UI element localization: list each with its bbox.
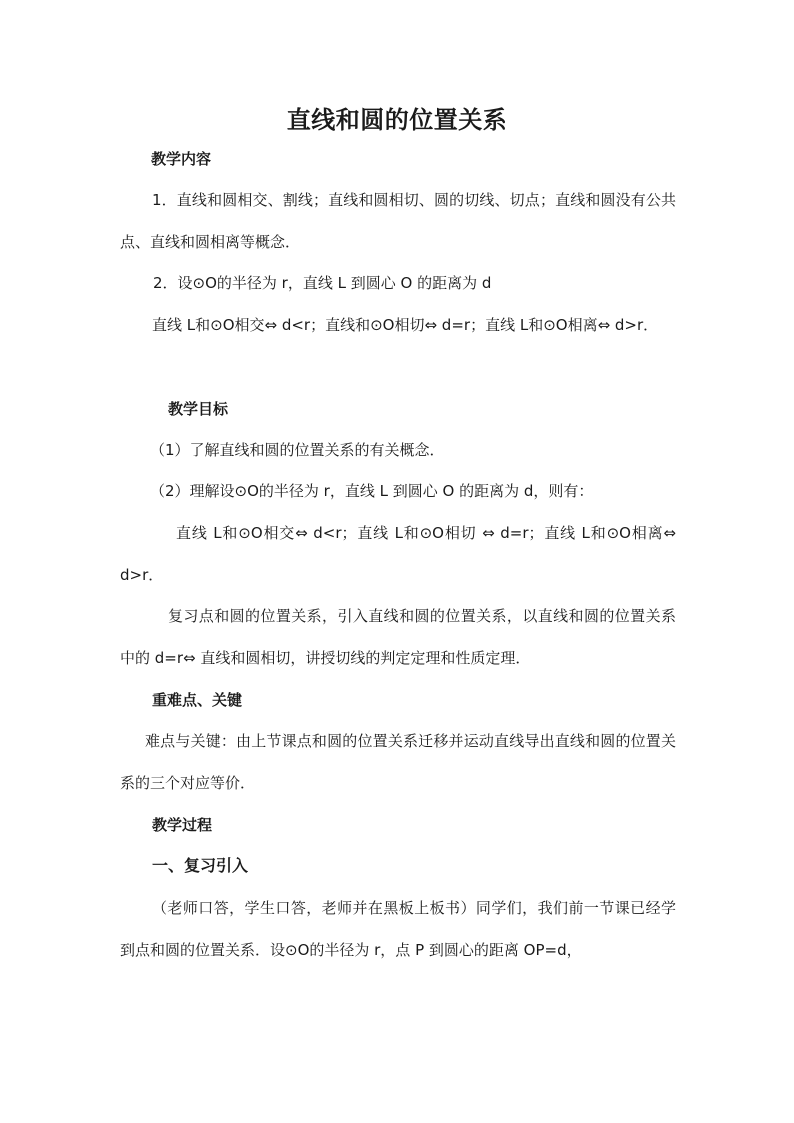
paragraph-goal-4: 复习点和圆的位置关系，引入直线和圆的位置关系，以直线和圆的位置关系中的 d=r⇔ 直线和圆相切，讲授切线的判定定理和性质定理． (120, 607, 676, 667)
section-heading-goals: 教学目标 (168, 400, 229, 418)
document-title: 直线和圆的位置关系 (286, 106, 508, 134)
paragraph-key-points: 难点与关键：由上节课点和圆的位置关系迁移并运动直线导出直线和圆的位置关系的三个对应等价． (120, 732, 676, 792)
subsection-heading-review: 一、复习引入 (152, 856, 249, 875)
paragraph-goal-3: 直线 L和⊙O相交⇔ d<r；直线 L和⊙O相切 ⇔ d=r；直线 L和⊙O相离⇔ d>r． (120, 524, 676, 584)
paragraph-goal-1: （1）了解直线和圆的位置关系的有关概念． (150, 441, 445, 459)
paragraph-concepts: 1．直线和圆相交、割线；直线和圆相切、圆的切线、切点；直线和圆没有公共点、直线和圆相离等概念． (120, 191, 676, 251)
section-heading-process: 教学过程 (152, 816, 213, 834)
paragraph-relations: 直线 L和⊙O相交⇔ d<r；直线和⊙O相切⇔ d=r；直线 L和⊙O相离⇔ d>r． (152, 316, 659, 334)
paragraph-goal-2: （2）理解设⊙O的半径为 r，直线 L 到圆心 O 的距离为 d，则有： (150, 482, 594, 500)
section-heading-content: 教学内容 (151, 150, 212, 168)
paragraph-review: （老师口答，学生口答，老师并在黑板上板书）同学们，我们前一节课已经学到点和圆的位置关系．设⊙O的半径为 r，点 P 到圆心的距离 OP=d， (120, 899, 676, 959)
paragraph-setup: 2．设⊙O的半径为 r，直线 L 到圆心 O 的距离为 d (153, 274, 492, 292)
section-heading-key-points: 重难点、关键 (152, 691, 243, 709)
